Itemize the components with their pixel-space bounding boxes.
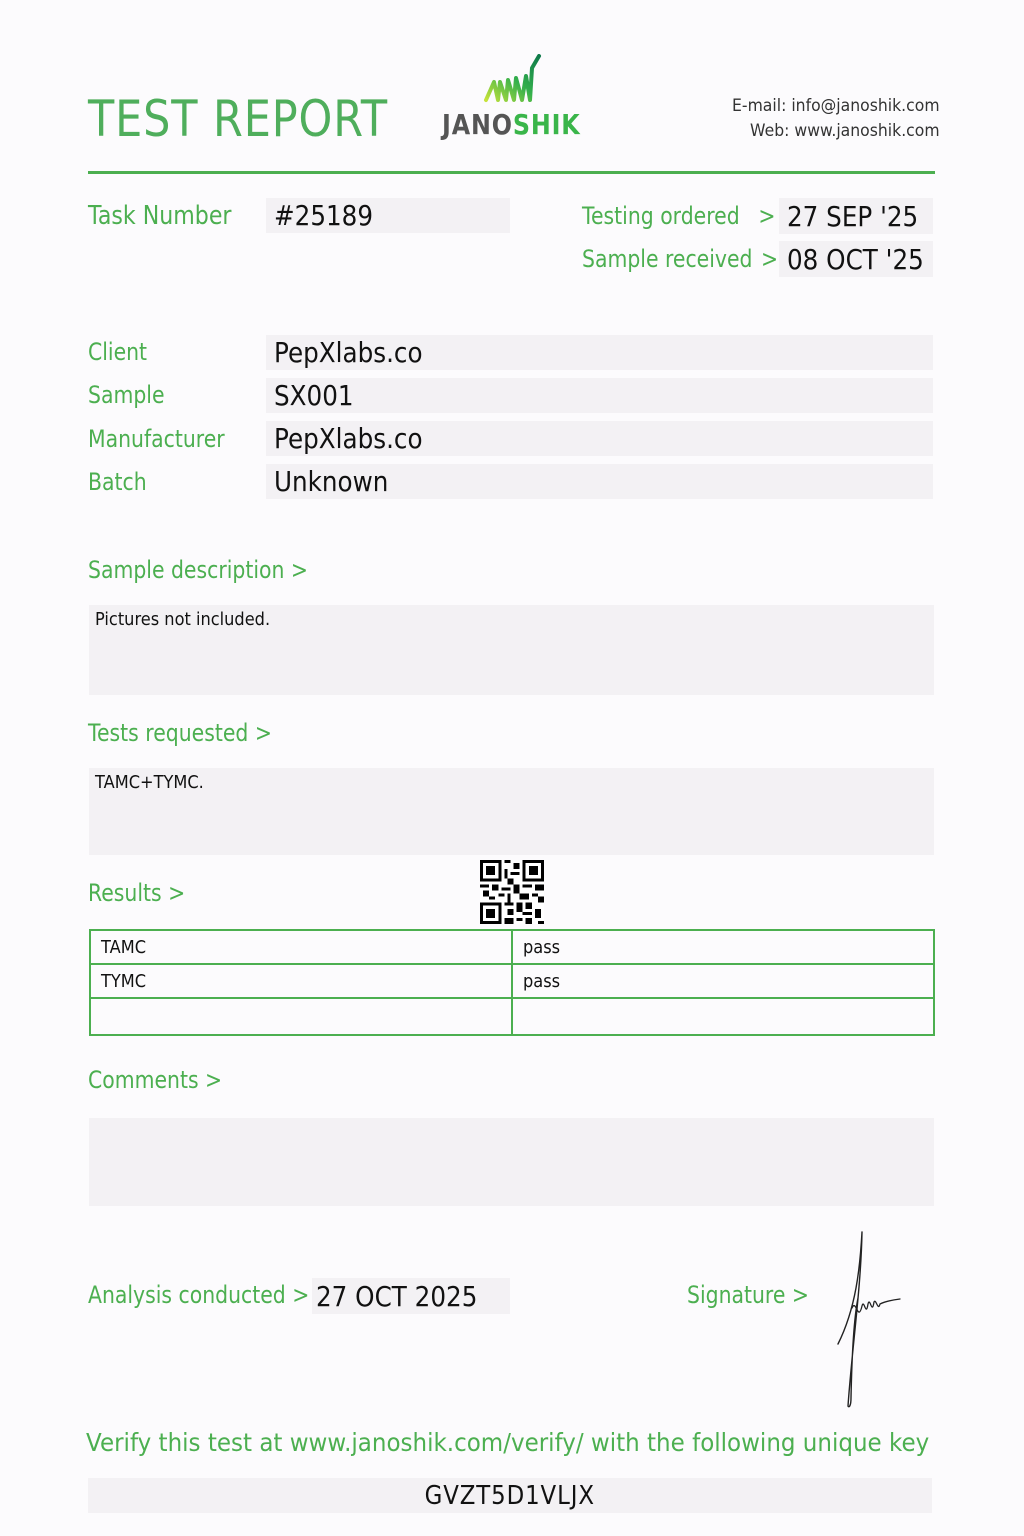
table-row xyxy=(90,964,934,998)
email-line xyxy=(732,94,940,119)
client-label: Client xyxy=(88,338,148,366)
verify-instructions: Verify this test at www.janoshik.com/verify/ with the following unique key xyxy=(86,1428,930,1457)
test-name-cell: TYMC xyxy=(90,964,512,998)
web-label: Web: xyxy=(750,121,790,141)
task-number-label: Task Number xyxy=(88,201,232,231)
web-line xyxy=(732,119,940,144)
email-link[interactable]: info@janoshik.com xyxy=(791,96,940,116)
unique-key: GVZT5D1VLJX xyxy=(424,1480,596,1511)
janoshik-logo xyxy=(440,54,590,144)
test-result-cell: pass xyxy=(512,964,934,998)
web-link[interactable]: www.janoshik.com xyxy=(794,121,940,141)
results-label: Results > xyxy=(88,879,186,907)
header-divider xyxy=(88,171,935,174)
table-row xyxy=(90,930,934,964)
batch-label: Batch xyxy=(88,468,147,496)
tests-requested-label: Tests requested > xyxy=(88,719,272,747)
sample-label: Sample xyxy=(88,381,165,409)
sample-received-label: Sample received > xyxy=(582,245,779,273)
test-name-cell: TAMC xyxy=(90,930,512,964)
analysis-conducted-label: Analysis conducted > xyxy=(88,1281,310,1309)
sample-description-label: Sample description > xyxy=(88,556,308,584)
testing-ordered-date: 27 SEP '25 xyxy=(779,198,933,234)
signature-label: Signature > xyxy=(687,1281,810,1309)
sample-field: SX001 xyxy=(266,378,933,413)
comments-box xyxy=(89,1118,934,1206)
results-table xyxy=(89,929,935,1036)
testing-ordered-label: Testing ordered > xyxy=(582,202,776,230)
tests-requested-box: TAMC+TYMC. xyxy=(89,768,934,855)
page-title: TEST REPORT xyxy=(88,90,388,148)
analysis-date-field: 27 OCT 2025 xyxy=(312,1278,510,1314)
qr-code-icon[interactable] xyxy=(479,860,545,924)
test-result-cell: pass xyxy=(512,930,934,964)
sample-description-box: Pictures not included. xyxy=(89,605,934,695)
test-name-cell xyxy=(90,998,512,1035)
test-result-cell xyxy=(512,998,934,1035)
email-label: E-mail: xyxy=(732,96,787,116)
unique-key-field xyxy=(88,1478,932,1513)
manufacturer-field: PepXlabs.co xyxy=(266,421,933,456)
table-row xyxy=(90,998,934,1035)
comments-label: Comments > xyxy=(88,1066,223,1094)
client-field: PepXlabs.co xyxy=(266,335,933,370)
contact-info xyxy=(732,94,940,144)
logo-wordmark: JANOSHIK xyxy=(442,108,581,141)
manufacturer-label: Manufacturer xyxy=(88,425,225,453)
sample-received-date: 08 OCT '25 xyxy=(779,241,933,277)
signature-image xyxy=(830,1228,910,1413)
batch-field: Unknown xyxy=(266,464,933,499)
janoshik-logo-icon xyxy=(440,54,590,114)
task-number-field: #25189 xyxy=(266,198,510,233)
